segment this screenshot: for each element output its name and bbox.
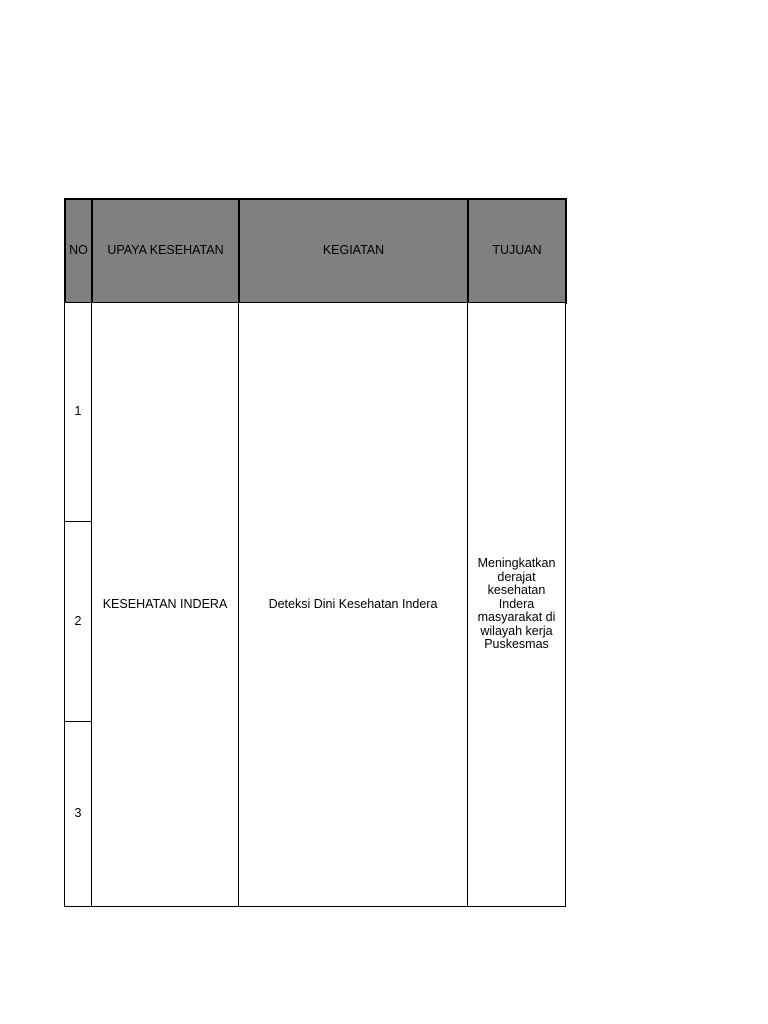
kegiatan-value: Deteksi Dini Kesehatan Indera [268, 596, 438, 611]
upaya-kesehatan-value: KESEHATAN INDERA [102, 596, 228, 611]
spreadsheet-table [64, 198, 567, 907]
tujuan-value: Meningkatkan derajat kesehatan Indera masyarakat di wilayah kerja Puskesmas [477, 556, 556, 652]
kegiatan-cell [238, 302, 468, 907]
row-no-1: 1 [74, 404, 82, 419]
header-no [64, 198, 93, 304]
row-no-cell-2 [64, 521, 92, 722]
tujuan-cell [467, 302, 566, 907]
header-kegiatan [238, 198, 469, 304]
header-upaya-label: UPAYA KESEHATAN [107, 243, 224, 258]
row-no-cell-1 [64, 302, 92, 522]
header-no-label: NO [69, 243, 88, 258]
upaya-kesehatan-cell [91, 302, 239, 907]
header-tujuan-label: TUJUAN [492, 243, 542, 258]
header-tujuan [467, 198, 567, 304]
header-upaya-kesehatan [91, 198, 240, 304]
row-no-3: 3 [74, 806, 82, 821]
header-kegiatan-label: KEGIATAN [322, 243, 385, 258]
row-no-cell-3 [64, 721, 92, 907]
row-no-2: 2 [74, 613, 82, 628]
